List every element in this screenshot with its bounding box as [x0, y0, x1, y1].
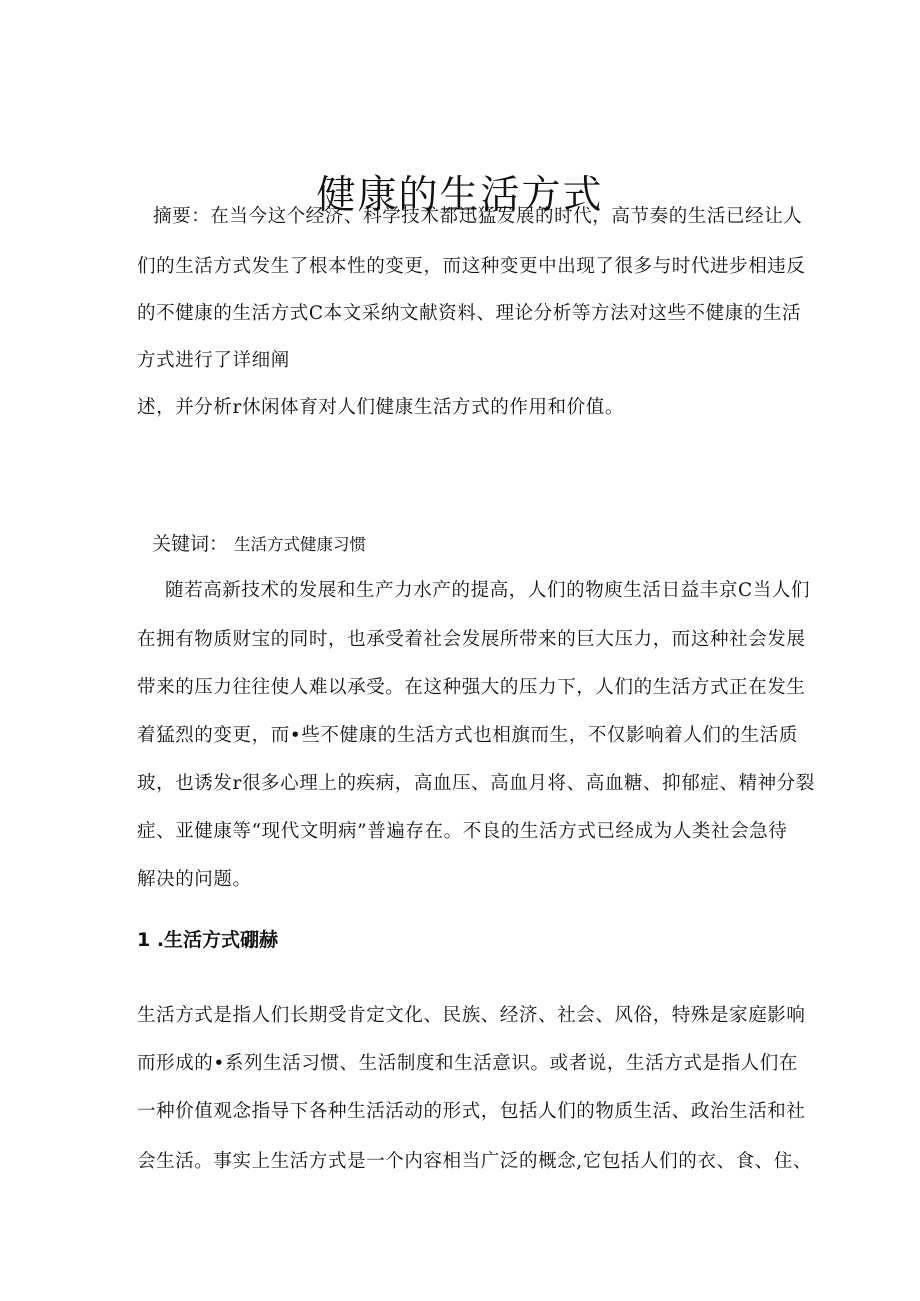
abstract-line: 述，并分析r休闲体育对人们健康生活方式的作用和价值。 — [137, 397, 624, 418]
abstract-line: 们的生活方式发生了根本性的变更，而这种变更中出现了很多与时代进步相违反 — [137, 256, 806, 277]
intro-line: 随若高新技术的发展和生产力水产的提高，人们的物庾生活日益丰京C当人们 — [165, 580, 811, 601]
intro-line: 解决的问题。 — [137, 869, 252, 890]
section1-line: 一种价值观念指导下各种生活活动的形式，包括人们的物质生活、政治生活和社 — [137, 1101, 806, 1122]
abstract-line: 方式进行了详细阐 — [137, 350, 290, 371]
abstract-line: 摘要：在当今这个经济、科学技术都迅猛发展的时代，高节奏的生活已经让人 — [153, 206, 803, 227]
intro-line: 玻，也诱发r很多心理上的疾病，高血压、高血月将、高血糖、抑郁症、精神分裂 — [137, 773, 815, 794]
abstract-line: 的不健康的生活方式C本文采纳文献资料、理论分析等方法对这些不健康的生活 — [137, 303, 802, 324]
section1-line: 生活方式是指人们长期受肯定文化、民族、经济、社会、风俗，特殊是家庭影响 — [137, 1005, 806, 1026]
document-title: 健康的生活方式 — [316, 173, 604, 218]
keywords — [152, 531, 366, 558]
section1-line: 会生活。事实上生活方式是一个内容相当广泛的概念,它包括人们的衣、食、住、 — [137, 1151, 812, 1172]
intro-line: 着猛烈的变更，而•些不健康的生活方式也相旗而生，不仅影响着人们的生活质 — [137, 725, 798, 746]
intro-line: 症、亚健康等“现代文明病”普遍存在。不良的生活方式已经成为人类社会急待 — [137, 821, 788, 842]
keywords-label: 关键词： — [152, 533, 229, 555]
intro-line: 带来的压力往往使人难以承受。在这种强大的压力下，人们的生活方式正在发生 — [137, 677, 806, 698]
keywords-value: 生活方式健康习惯 — [234, 535, 367, 554]
intro-line: 在拥有物质财宝的同时，也承受着社会发展所带来的巨大压力，而这种社会发展 — [137, 629, 806, 650]
section1-line: 而形成的•系列生活习惯、生活制度和生活意识。或者说，生活方式是指人们在 — [137, 1053, 798, 1074]
section-heading: 1 .生活方式硼赫 — [137, 929, 279, 951]
